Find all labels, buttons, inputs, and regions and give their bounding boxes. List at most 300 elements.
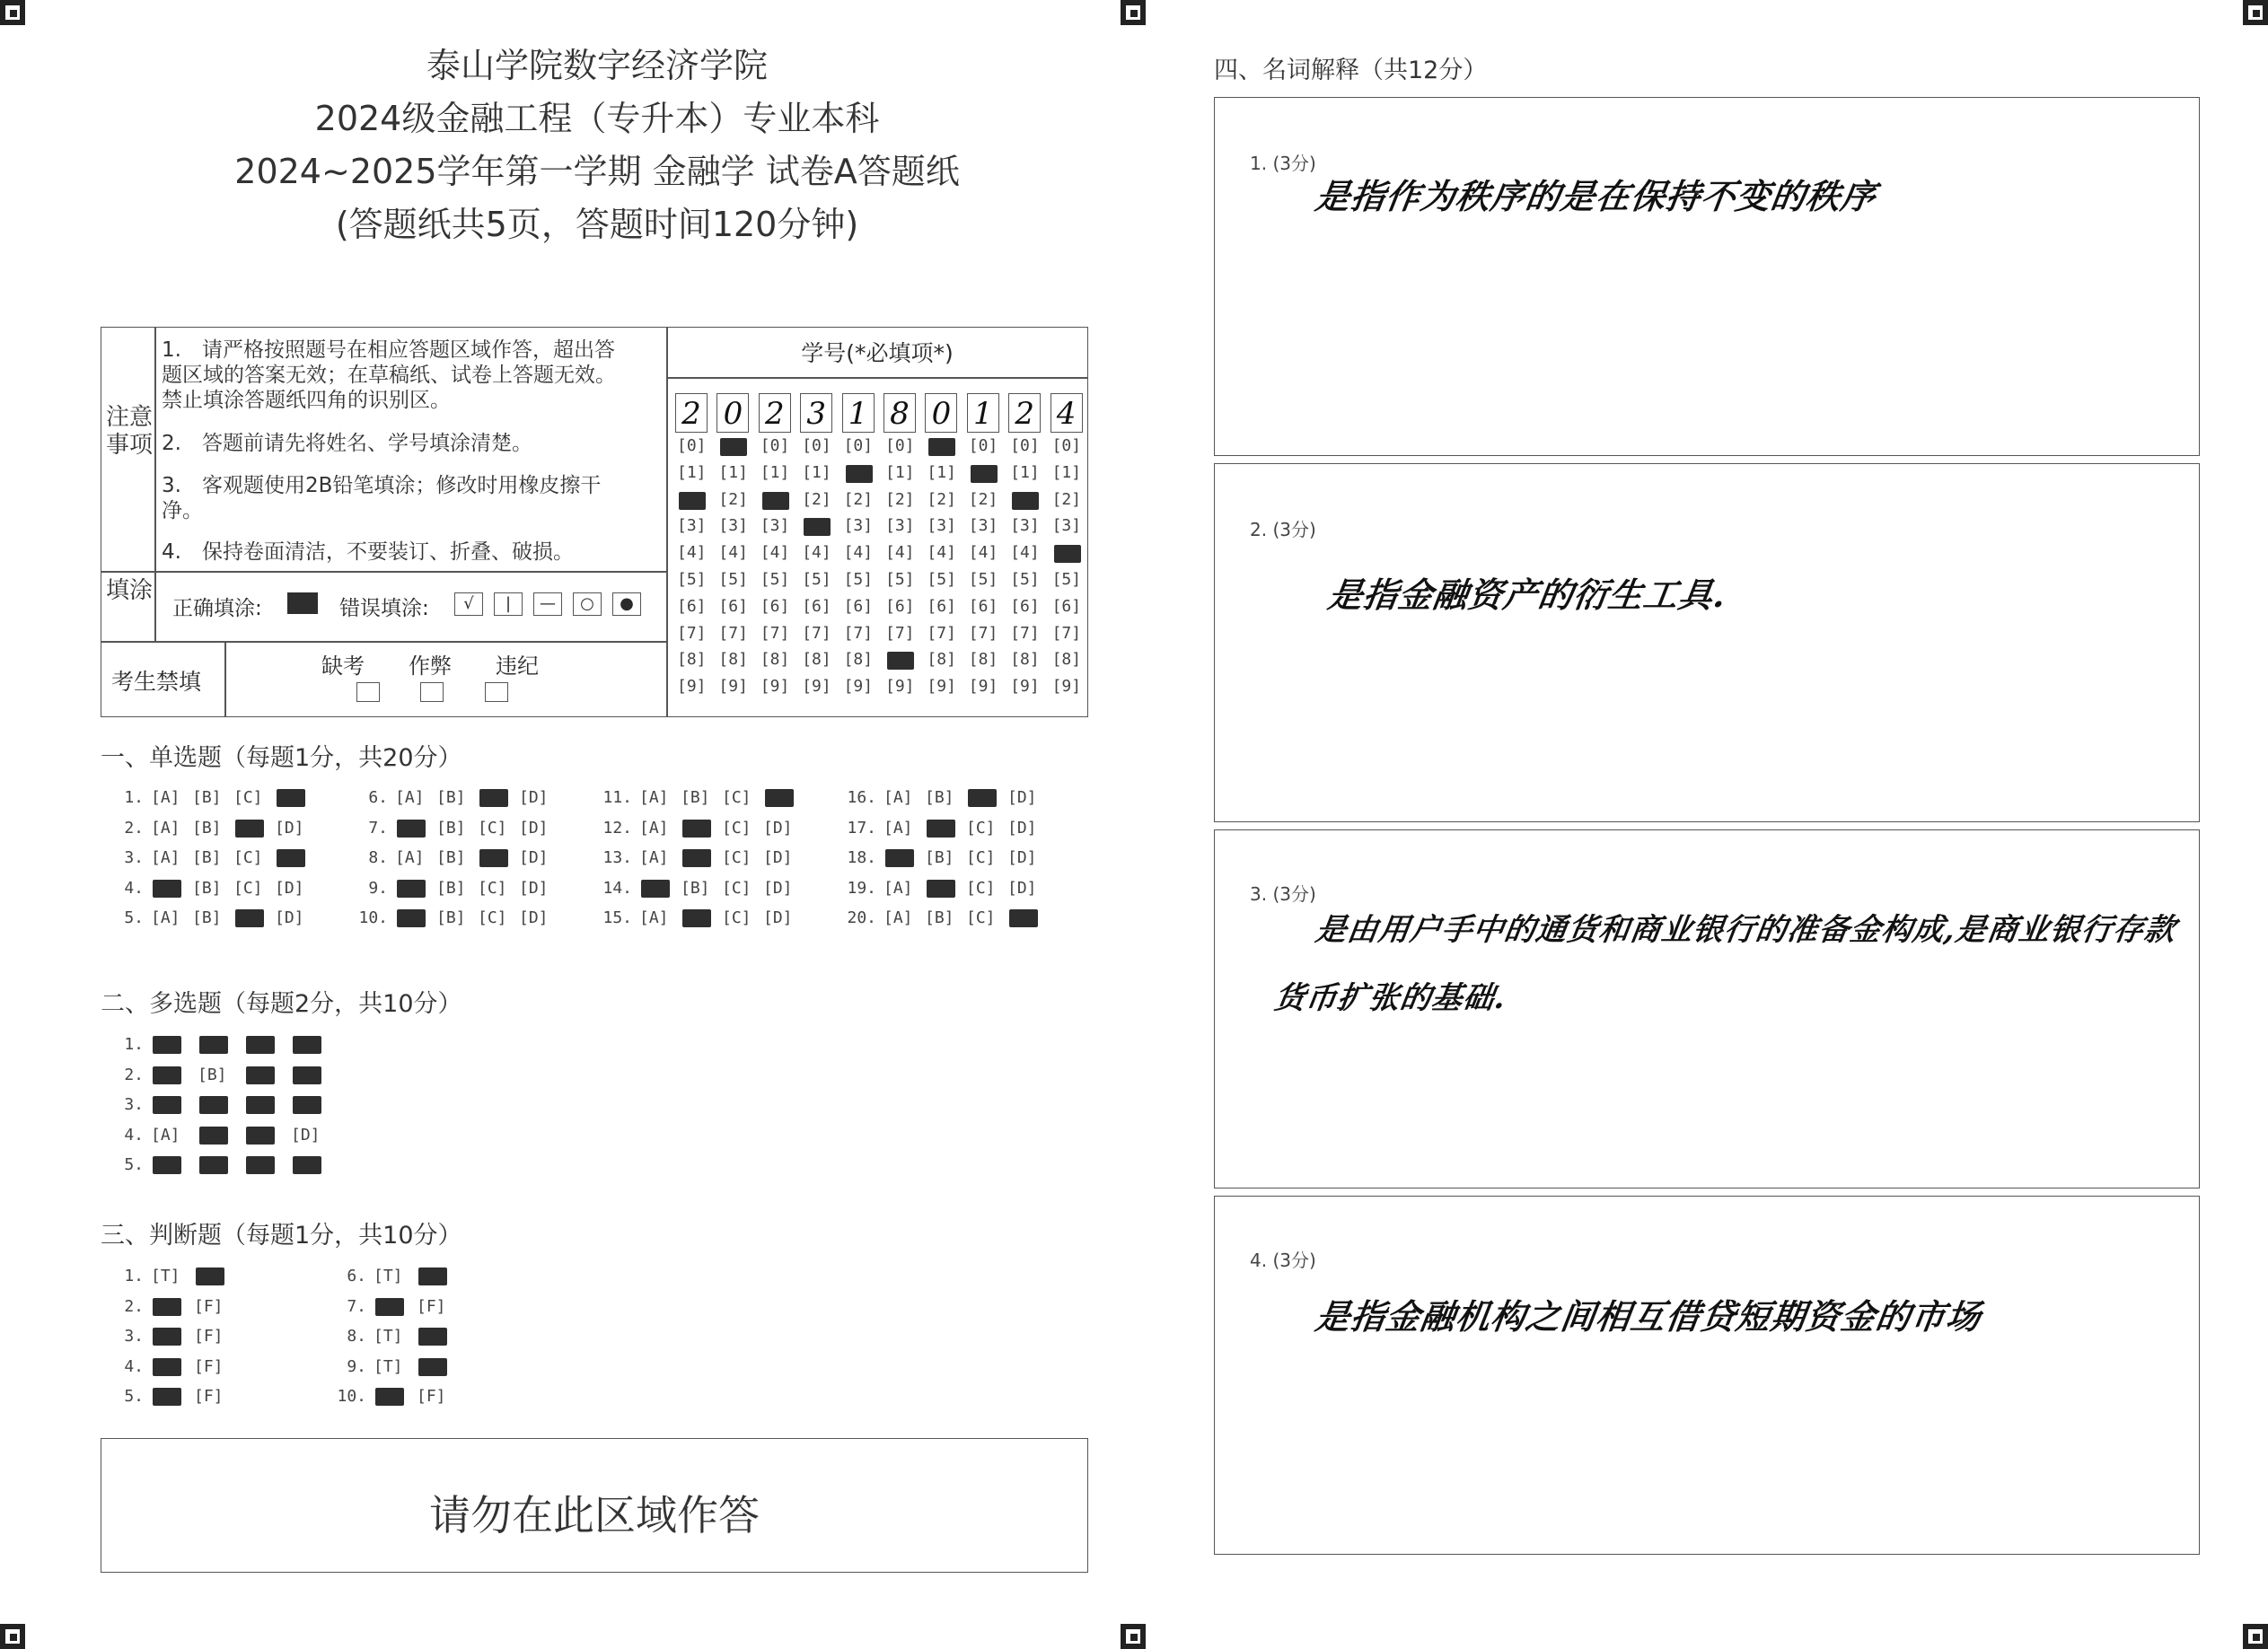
answer-bubble[interactable]: [C] — [722, 818, 752, 838]
answer-bubble-filled[interactable] — [479, 849, 508, 867]
student-id-bubble[interactable]: [7] — [843, 623, 874, 643]
student-id-bubble[interactable]: [5] — [968, 570, 998, 589]
student-id-bubble-filled[interactable] — [928, 438, 955, 456]
answer-bubble[interactable]: [C] — [478, 908, 507, 927]
student-id-bubble[interactable]: [0] — [885, 436, 915, 455]
wrong-fill-label: 错误填涂: — [339, 597, 429, 620]
answer-bubble-filled[interactable] — [246, 1036, 275, 1054]
student-id-digit: 3 — [800, 393, 832, 433]
answer-bubble-filled[interactable] — [153, 1036, 181, 1054]
question-number: 1. — [124, 788, 144, 807]
answer-bubble-filled[interactable] — [153, 880, 181, 898]
answer-bubble-filled[interactable] — [418, 1328, 447, 1346]
answer-bubble[interactable]: [A] — [883, 878, 913, 898]
student-id-bubble[interactable]: [1] — [718, 462, 748, 482]
student-id-bubble[interactable]: [2] — [843, 489, 874, 509]
student-id-bubble-filled[interactable] — [846, 465, 873, 483]
answer-bubble-filled[interactable] — [293, 1036, 321, 1054]
answer-bubble[interactable]: [B] — [925, 848, 954, 867]
student-id-bubble[interactable]: [6] — [1051, 596, 1082, 616]
student-id-bubble[interactable]: [7] — [718, 623, 748, 643]
student-id-bubble[interactable]: [0] — [677, 436, 707, 455]
student-id-label: 学号(*必填项*) — [801, 340, 954, 366]
student-id-bubble-filled[interactable] — [804, 518, 831, 536]
answer-bubble-filled[interactable] — [153, 1358, 181, 1376]
question-number: 13. — [602, 848, 632, 867]
wrong-fill-dot: ● — [612, 592, 641, 616]
wrong-fill-dash: — — [533, 592, 562, 616]
student-id-bubble[interactable]: [8] — [802, 650, 831, 670]
answer-bubble[interactable]: [B] — [192, 878, 222, 898]
answer-bubble-filled[interactable] — [246, 1096, 275, 1114]
question-number: 3. — [124, 1095, 144, 1114]
answer-bubble-filled[interactable] — [293, 1066, 321, 1084]
answer-bubble[interactable]: [D] — [519, 818, 549, 838]
student-id-bubble[interactable]: [7] — [760, 623, 790, 643]
student-id-bubble[interactable]: [3] — [968, 516, 998, 536]
student-id-bubble[interactable]: [0] — [760, 436, 790, 455]
answer-bubble[interactable]: [D] — [763, 878, 793, 898]
student-id-bubble[interactable]: [5] — [802, 570, 831, 589]
answer-bubble[interactable]: [T] — [151, 1267, 180, 1285]
student-id-bubble[interactable]: [1] — [1051, 462, 1082, 482]
question-number: 7. — [368, 818, 388, 838]
divider — [666, 377, 1088, 379]
answer-bubble[interactable]: [D] — [763, 908, 793, 927]
student-id-bubble[interactable]: [3] — [1051, 516, 1082, 536]
student-id-bubble[interactable]: [1] — [1010, 462, 1040, 482]
question-number: 16. — [847, 788, 876, 807]
question-number: 2. — [124, 1296, 144, 1316]
answer-bubble[interactable]: [A] — [151, 908, 180, 927]
student-id-bubble[interactable]: [9] — [927, 677, 956, 697]
student-id-bubble[interactable]: [9] — [677, 677, 707, 697]
answer-bubble[interactable]: [B] — [192, 818, 222, 838]
notice-item-2: 2. 答题前请先将姓名、学号填涂清楚。 — [162, 432, 532, 455]
student-id-bubble[interactable]: [6] — [760, 596, 790, 616]
handwritten-answer-3-line-1: 是由用户手中的通货和商业银行的准备金构成,是商业银行存款 — [1313, 912, 2179, 948]
answer-box-1[interactable] — [1214, 97, 2200, 456]
answer-bubble-filled[interactable] — [199, 1156, 228, 1174]
student-id-bubble[interactable]: [8] — [677, 650, 707, 670]
student-id-bubble[interactable]: [8] — [1051, 650, 1082, 670]
question-number: 9. — [368, 878, 388, 898]
student-id-bubble[interactable]: [7] — [1010, 623, 1040, 643]
question-number: 20. — [847, 908, 876, 927]
student-id-bubble[interactable]: [6] — [843, 596, 874, 616]
student-id-bubble[interactable]: [5] — [760, 570, 790, 589]
answer-bubble-filled[interactable] — [153, 1096, 181, 1114]
student-id-bubble[interactable]: [4] — [718, 543, 748, 563]
student-id-bubble[interactable]: [3] — [677, 516, 707, 536]
answer-bubble-filled[interactable] — [153, 1066, 181, 1084]
answer-bubble[interactable]: [C] — [722, 878, 752, 898]
answer-bubble[interactable]: [F] — [417, 1296, 446, 1316]
answer-bubble[interactable]: [A] — [639, 848, 669, 867]
student-id-bubble-filled[interactable] — [1054, 545, 1081, 563]
answer-bubble[interactable]: [D] — [1007, 878, 1037, 898]
question-label-2: 2. (3分) — [1250, 519, 1316, 540]
student-id-bubble[interactable]: [5] — [1051, 570, 1082, 589]
student-id-bubble-filled[interactable] — [887, 652, 914, 670]
answer-bubble[interactable]: [B] — [925, 908, 954, 927]
student-id-bubble-filled[interactable] — [679, 492, 706, 510]
answer-bubble-filled[interactable] — [682, 849, 711, 867]
answer-bubble[interactable]: [T] — [374, 1327, 403, 1346]
question-label-4: 4. (3分) — [1250, 1250, 1316, 1271]
answer-bubble[interactable]: [D] — [275, 818, 304, 838]
student-id-bubble[interactable]: [5] — [677, 570, 707, 589]
answer-bubble[interactable]: [C] — [966, 848, 996, 867]
student-id-bubble[interactable]: [1] — [760, 462, 790, 482]
answer-bubble-filled[interactable] — [682, 820, 711, 838]
cheating-checkbox[interactable] — [420, 682, 444, 702]
answer-bubble[interactable]: [D] — [275, 908, 304, 927]
student-id-bubble[interactable]: [4] — [885, 543, 915, 563]
class-title: 2024级金融工程（专升本）专业本科 — [314, 99, 880, 138]
notice-item-1: 1. 请严格按照题号在相应答题区域作答，超出答题区域的答案无效；在草稿纸、试卷上答题无效。禁止填涂答题纸四角的识别区。 — [162, 338, 616, 412]
student-id-bubble[interactable]: [6] — [885, 596, 915, 616]
absent-checkbox[interactable] — [356, 682, 380, 702]
answer-bubble-filled[interactable] — [397, 909, 426, 927]
answer-box-2[interactable] — [1214, 463, 2200, 822]
student-id-digit: 1 — [842, 393, 875, 433]
student-id-bubble[interactable]: [6] — [802, 596, 831, 616]
forbidden-label: 考生禁填 — [111, 669, 202, 695]
answer-bubble-filled[interactable] — [927, 880, 955, 898]
exam-title: 2024~2025学年第一学期 金融学 试卷A答题纸 — [234, 152, 960, 191]
student-id-bubble[interactable]: [3] — [885, 516, 915, 536]
answer-bubble-filled[interactable] — [153, 1328, 181, 1346]
correct-fill-sample — [287, 592, 318, 614]
student-id-bubble[interactable]: [3] — [1010, 516, 1040, 536]
answer-bubble[interactable]: [D] — [763, 818, 793, 838]
answer-bubble[interactable]: [A] — [151, 788, 180, 807]
student-id-bubble[interactable]: [1] — [677, 462, 707, 482]
student-id-bubble[interactable]: [7] — [1051, 623, 1082, 643]
student-id-bubble[interactable]: [8] — [760, 650, 790, 670]
student-id-bubble[interactable]: [1] — [927, 462, 956, 482]
student-id-bubble[interactable]: [0] — [1010, 436, 1040, 455]
correct-fill-label: 正确填涂: — [172, 597, 262, 620]
student-id-digit: 0 — [716, 393, 749, 433]
student-id-bubble[interactable]: [0] — [843, 436, 874, 455]
answer-bubble[interactable]: [C] — [478, 818, 507, 838]
violation-label: 违纪 — [496, 653, 539, 679]
answer-bubble-filled[interactable] — [479, 789, 508, 807]
answer-bubble-filled[interactable] — [199, 1036, 228, 1054]
student-id-bubble[interactable]: [9] — [802, 677, 831, 697]
answer-bubble[interactable]: [A] — [151, 848, 180, 867]
question-number: 2. — [124, 1065, 144, 1084]
answer-bubble[interactable]: [C] — [478, 878, 507, 898]
answer-bubble[interactable]: [A] — [395, 788, 425, 807]
question-number: 3. — [124, 1327, 144, 1346]
answer-bubble-filled[interactable] — [199, 1127, 228, 1145]
question-number: 19. — [847, 878, 876, 898]
answer-bubble-filled[interactable] — [235, 820, 264, 838]
answer-bubble[interactable]: [A] — [639, 908, 669, 927]
student-id-bubble[interactable]: [7] — [927, 623, 956, 643]
student-id-bubble[interactable]: [7] — [677, 623, 707, 643]
student-id-bubble[interactable]: [4] — [760, 543, 790, 563]
answer-bubble[interactable]: [T] — [374, 1356, 403, 1376]
answer-bubble[interactable]: [A] — [883, 788, 913, 807]
student-id-bubble[interactable]: [3] — [718, 516, 748, 536]
student-id-bubble[interactable]: [5] — [885, 570, 915, 589]
answer-bubble-filled[interactable] — [153, 1388, 181, 1406]
violation-checkbox[interactable] — [485, 682, 508, 702]
student-id-bubble[interactable]: [4] — [677, 543, 707, 563]
wrong-fill-check: √ — [454, 592, 483, 616]
student-id-bubble[interactable]: [6] — [927, 596, 956, 616]
student-id-bubble[interactable]: [8] — [968, 650, 998, 670]
question-number: 10. — [358, 908, 388, 927]
student-id-bubble[interactable]: [4] — [927, 543, 956, 563]
answer-bubble-filled[interactable] — [885, 849, 914, 867]
student-id-bubble[interactable]: [0] — [1051, 436, 1082, 455]
question-number: 9. — [347, 1356, 366, 1376]
answer-bubble[interactable]: [D] — [1007, 788, 1037, 807]
student-id-bubble-filled[interactable] — [720, 438, 747, 456]
answer-bubble-filled[interactable] — [153, 1156, 181, 1174]
registration-mark-top-left — [0, 0, 25, 25]
answer-bubble[interactable]: [B] — [198, 1065, 227, 1084]
answer-bubble-filled[interactable] — [375, 1388, 404, 1406]
exam-duration-note: (答题纸共5页，答题时间120分钟) — [335, 205, 859, 244]
student-id-bubble[interactable]: [5] — [927, 570, 956, 589]
student-id-bubble[interactable]: [9] — [1051, 677, 1082, 697]
answer-bubble[interactable]: [B] — [192, 788, 222, 807]
student-id-bubble-filled[interactable] — [971, 465, 998, 483]
student-id-bubble[interactable]: [4] — [968, 543, 998, 563]
answer-bubble-filled[interactable] — [293, 1156, 321, 1174]
answer-bubble[interactable]: [C] — [966, 878, 996, 898]
answer-bubble[interactable]: [D] — [763, 848, 793, 867]
student-id-bubble[interactable]: [2] — [802, 489, 831, 509]
student-id-bubble[interactable]: [1] — [802, 462, 831, 482]
answer-bubble[interactable]: [C] — [233, 848, 263, 867]
answer-bubble-filled[interactable] — [199, 1096, 228, 1114]
answer-bubble[interactable]: [B] — [192, 908, 222, 927]
answer-bubble-filled[interactable] — [418, 1267, 447, 1285]
student-id-bubble[interactable]: [8] — [718, 650, 748, 670]
question-number: 12. — [602, 818, 632, 838]
student-id-digit: 2 — [675, 393, 708, 433]
absent-label: 缺考 — [321, 653, 365, 679]
student-id-bubble[interactable]: [5] — [1010, 570, 1040, 589]
answer-bubble-filled[interactable] — [1009, 909, 1038, 927]
divider — [154, 327, 156, 641]
answer-bubble-filled[interactable] — [765, 789, 794, 807]
answer-bubble-filled[interactable] — [927, 820, 955, 838]
school-title: 泰山学院数字经济学院 — [426, 46, 768, 85]
answer-bubble-filled[interactable] — [246, 1156, 275, 1174]
question-number: 6. — [368, 788, 388, 807]
answer-bubble[interactable]: [C] — [966, 818, 996, 838]
answer-bubble-filled[interactable] — [968, 789, 997, 807]
answer-bubble-filled[interactable] — [246, 1066, 275, 1084]
divider — [101, 641, 666, 643]
answer-bubble[interactable]: [A] — [639, 788, 669, 807]
question-number: 18. — [847, 848, 876, 867]
answer-bubble[interactable]: [B] — [436, 848, 466, 867]
wrong-fill-bar: | — [494, 592, 523, 616]
question-number: 5. — [124, 1387, 144, 1406]
fill-side-label: 填涂 — [106, 577, 154, 604]
answer-bubble-filled[interactable] — [196, 1267, 224, 1285]
student-id-bubble[interactable]: [8] — [843, 650, 874, 670]
student-id-bubble[interactable]: [2] — [885, 489, 915, 509]
student-id-bubble[interactable]: [5] — [718, 570, 748, 589]
answer-bubble-filled[interactable] — [293, 1096, 321, 1114]
answer-bubble[interactable]: [A] — [151, 1125, 180, 1145]
registration-mark-bottom-left — [0, 1624, 25, 1649]
registration-mark-top-right — [2243, 0, 2268, 25]
student-id-bubble[interactable]: [3] — [843, 516, 874, 536]
registration-mark-bottom-right — [2243, 1624, 2268, 1649]
answer-bubble[interactable]: [D] — [519, 788, 549, 807]
student-id-bubble[interactable]: [9] — [1010, 677, 1040, 697]
question-number: 4. — [124, 878, 144, 898]
answer-box-4[interactable] — [1214, 1196, 2200, 1555]
answer-bubble[interactable]: [C] — [722, 788, 752, 807]
answer-bubble[interactable]: [A] — [883, 818, 913, 838]
registration-mark-top-middle — [1121, 0, 1146, 25]
student-id-bubble[interactable]: [0] — [968, 436, 998, 455]
question-number: 6. — [347, 1267, 366, 1285]
answer-bubble-filled[interactable] — [641, 880, 670, 898]
answer-bubble[interactable]: [D] — [519, 908, 549, 927]
student-id-bubble[interactable]: [8] — [1010, 650, 1040, 670]
student-id-bubble[interactable]: [7] — [885, 623, 915, 643]
student-id-bubble[interactable]: [2] — [718, 489, 748, 509]
answer-bubble[interactable]: [F] — [194, 1327, 224, 1346]
terms-title: 四、名词解释（共12分） — [1214, 57, 1488, 84]
answer-bubble[interactable]: [A] — [883, 908, 913, 927]
answer-bubble[interactable]: [F] — [194, 1356, 224, 1376]
answer-bubble[interactable]: [C] — [233, 878, 263, 898]
answer-bubble[interactable]: [B] — [436, 878, 466, 898]
answer-bubble[interactable]: [D] — [519, 878, 549, 898]
question-number: 5. — [124, 1155, 144, 1174]
student-id-bubble[interactable]: [9] — [885, 677, 915, 697]
student-id-bubble[interactable]: [7] — [968, 623, 998, 643]
answer-bubble-filled[interactable] — [246, 1127, 275, 1145]
answer-bubble[interactable]: [F] — [417, 1387, 446, 1406]
student-id-bubble[interactable]: [7] — [802, 623, 831, 643]
student-id-bubble-filled[interactable] — [762, 492, 789, 510]
answer-bubble-filled[interactable] — [153, 1298, 181, 1316]
student-id-bubble[interactable]: [9] — [843, 677, 874, 697]
student-id-bubble[interactable]: [4] — [802, 543, 831, 563]
answer-bubble[interactable]: [B] — [681, 878, 710, 898]
answer-bubble[interactable]: [C] — [722, 908, 752, 927]
student-id-bubble[interactable]: [4] — [1010, 543, 1040, 563]
student-id-bubble[interactable]: [2] — [968, 489, 998, 509]
student-id-bubble[interactable]: [9] — [760, 677, 790, 697]
question-label-3: 3. (3分) — [1250, 883, 1316, 905]
student-id-bubble[interactable]: [6] — [677, 596, 707, 616]
question-number: 3. — [124, 848, 144, 867]
student-id-bubble-filled[interactable] — [1012, 492, 1039, 510]
answer-bubble[interactable]: [C] — [722, 848, 752, 867]
question-number: 1. — [124, 1267, 144, 1285]
answer-bubble-filled[interactable] — [277, 789, 305, 807]
handwritten-answer-2: 是指金融资产的衍生工具. — [1325, 575, 1729, 615]
answer-bubble[interactable]: [D] — [519, 848, 549, 867]
answer-bubble[interactable]: [A] — [395, 848, 425, 867]
answer-bubble-filled[interactable] — [397, 880, 426, 898]
true-false-title: 三、判断题（每题1分，共10分） — [101, 1222, 462, 1250]
student-id-bubble[interactable]: [3] — [927, 516, 956, 536]
student-id-digit: 1 — [967, 393, 999, 433]
answer-bubble[interactable]: [B] — [436, 818, 466, 838]
student-id-bubble[interactable]: [4] — [843, 543, 874, 563]
answer-bubble[interactable]: [D] — [291, 1125, 321, 1145]
question-number: 7. — [347, 1296, 366, 1316]
student-id-bubble[interactable]: [9] — [968, 677, 998, 697]
student-id-bubble[interactable]: [0] — [802, 436, 831, 455]
answer-bubble[interactable]: [D] — [1007, 848, 1037, 867]
student-id-bubble[interactable]: [2] — [927, 489, 956, 509]
question-number: 8. — [347, 1327, 366, 1346]
notice-side-label: 注意事项 — [106, 404, 154, 459]
answer-bubble[interactable]: [B] — [436, 908, 466, 927]
wrong-fill-circle: ○ — [573, 592, 602, 616]
answer-bubble[interactable]: [A] — [151, 818, 180, 838]
answer-bubble[interactable]: [B] — [436, 788, 466, 807]
answer-bubble[interactable]: [D] — [1007, 818, 1037, 838]
student-id-bubble[interactable]: [5] — [843, 570, 874, 589]
answer-bubble[interactable]: [C] — [966, 908, 996, 927]
student-id-bubble[interactable]: [1] — [885, 462, 915, 482]
question-number: 2. — [124, 818, 144, 838]
answer-bubble[interactable]: [B] — [925, 788, 954, 807]
question-number: 5. — [124, 908, 144, 927]
student-id-bubble[interactable]: [6] — [718, 596, 748, 616]
question-number: 8. — [368, 848, 388, 867]
answer-bubble-filled[interactable] — [397, 820, 426, 838]
student-id-digit: 8 — [883, 393, 916, 433]
student-id-bubble[interactable]: [8] — [927, 650, 956, 670]
answer-bubble-filled[interactable] — [277, 849, 305, 867]
student-id-digit: 2 — [759, 393, 791, 433]
answer-bubble[interactable]: [T] — [374, 1267, 403, 1285]
handwritten-answer-3-line-2: 货币扩张的基础. — [1271, 980, 1509, 1016]
divider — [224, 641, 226, 717]
student-id-bubble[interactable]: [6] — [1010, 596, 1040, 616]
answer-bubble[interactable]: [F] — [194, 1296, 224, 1316]
answer-bubble[interactable]: [C] — [233, 788, 263, 807]
question-number: 17. — [847, 818, 876, 838]
answer-bubble[interactable]: [D] — [275, 878, 304, 898]
answer-bubble-filled[interactable] — [418, 1358, 447, 1376]
answer-bubble[interactable]: [F] — [194, 1387, 224, 1406]
student-id-bubble[interactable]: [2] — [1051, 489, 1082, 509]
answer-bubble-filled[interactable] — [375, 1298, 404, 1316]
student-id-bubble[interactable]: [3] — [760, 516, 790, 536]
student-id-bubble[interactable]: [9] — [718, 677, 748, 697]
handwritten-answer-4: 是指金融机构之间相互借贷短期资金的市场 — [1313, 1296, 1984, 1337]
answer-bubble[interactable]: [B] — [192, 848, 222, 867]
notice-item-4: 4. 保持卷面清洁，不要装订、折叠、破损。 — [162, 540, 574, 564]
student-id-bubble[interactable]: [6] — [968, 596, 998, 616]
answer-bubble[interactable]: [A] — [639, 818, 669, 838]
answer-bubble[interactable]: [B] — [681, 788, 710, 807]
answer-bubble-filled[interactable] — [682, 909, 711, 927]
answer-bubble-filled[interactable] — [235, 909, 264, 927]
